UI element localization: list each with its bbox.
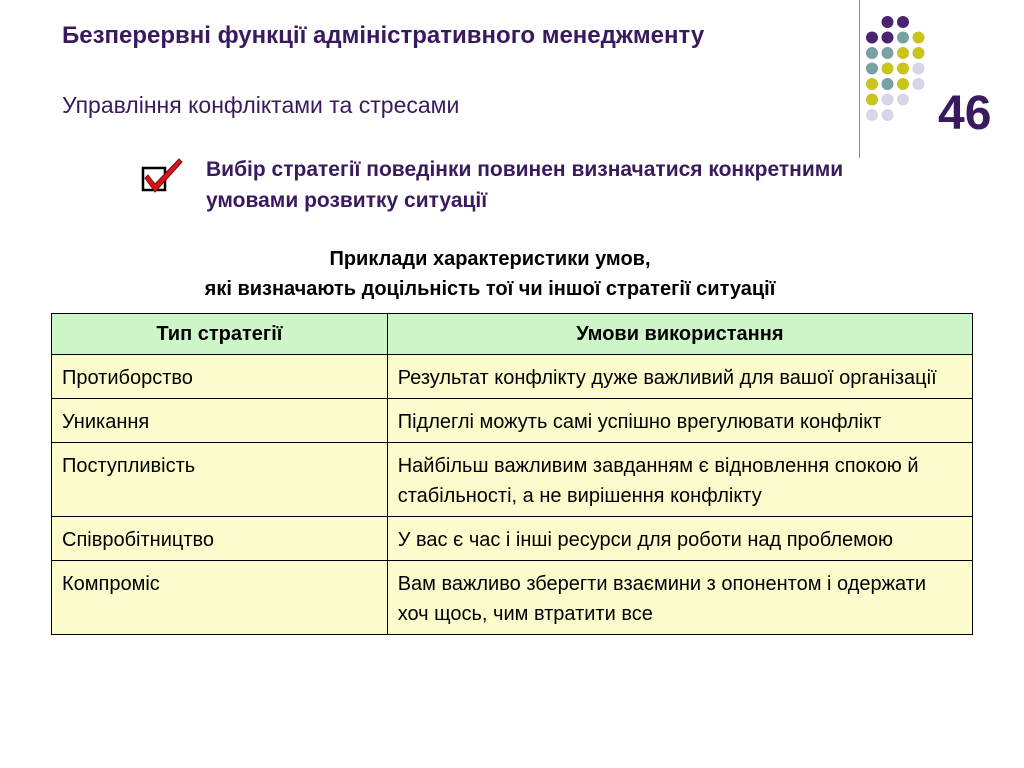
strategy-type-cell: Поступливість: [52, 443, 388, 517]
decorative-dot: [897, 16, 909, 28]
caption-line-2: які визначають доцільність тої чи іншої стратегії ситуації: [204, 278, 776, 300]
strategy-type-cell: Протиборство: [52, 355, 388, 399]
strategy-type-cell: Компроміс: [52, 561, 388, 635]
table-row: [52, 355, 973, 399]
decorative-dot: [866, 63, 878, 75]
slide-subtitle: Управління конфліктами та стресами: [62, 92, 460, 118]
strategy-table: [51, 313, 973, 635]
decorative-dot: [882, 78, 894, 90]
caption-line-1: Приклади характеристики умов,: [329, 248, 651, 270]
decorative-dot: [866, 78, 878, 90]
usage-conditions-cell: Найбільш важливим завданням є відновлення спокою й стабільності, а не вирішення конфлікту: [387, 443, 972, 517]
decorative-dot: [882, 94, 894, 106]
table-row: [52, 443, 973, 517]
usage-conditions-cell: Підлеглі можуть самі успішно врегулювати конфлікт: [387, 399, 972, 443]
decorative-dot: [882, 32, 894, 44]
decorative-dot: [897, 63, 909, 75]
slide-title: Безперервні функції адміністративного менеджменту: [62, 22, 705, 49]
decorative-dot: [882, 109, 894, 121]
decorative-dot: [882, 16, 894, 28]
decorative-dot: [882, 47, 894, 59]
decorative-dot: [913, 78, 925, 90]
strategy-type-cell: Уникання: [52, 399, 388, 443]
decorative-dot: [897, 78, 909, 90]
decorative-dot: [897, 94, 909, 106]
decorative-dot: [866, 47, 878, 59]
checkbox-checked-icon: [140, 156, 184, 196]
strategy-type-cell: Співробітництво: [52, 517, 388, 561]
decorative-dot: [882, 63, 894, 75]
table-row: [52, 517, 973, 561]
decorative-dot: [897, 47, 909, 59]
decorative-dot: [913, 32, 925, 44]
decorative-dot: [866, 94, 878, 106]
usage-conditions-cell: Результат конфлікту дуже важливий для вашої організації: [387, 355, 972, 399]
table-row: [52, 561, 973, 635]
decorative-dot: [897, 32, 909, 44]
usage-conditions-cell: У вас є час і інші ресурси для роботи над проблемою: [387, 517, 972, 561]
decorative-dot: [866, 32, 878, 44]
table-row: [52, 399, 973, 443]
header-strategy-type: Тип стратегії: [52, 314, 388, 355]
slide-number: 46: [938, 87, 992, 140]
decorative-dot: [913, 47, 925, 59]
header-usage-conditions: Умови використання: [387, 314, 972, 355]
table-header-row: [52, 314, 973, 355]
decorative-dot: [913, 63, 925, 75]
decorative-dot-grid: [0, 0, 1024, 140]
usage-conditions-cell: Вам важливо зберегти взаємини з опонентом і одержати хоч щось, чим втратити все: [387, 561, 972, 635]
bullet-text: Вибір стратегії поведінки повинен визначатися конкретними умовами розвитку ситуації: [206, 158, 844, 212]
decorative-dot: [866, 109, 878, 121]
table-caption: [60, 244, 920, 304]
